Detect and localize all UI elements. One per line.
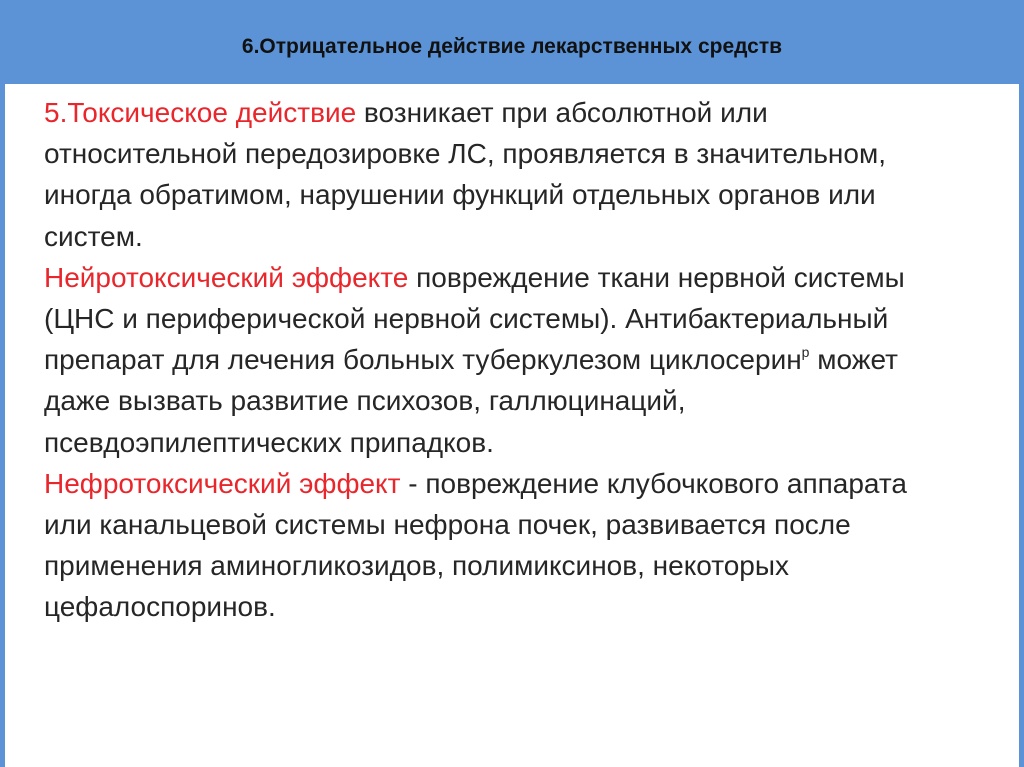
superscript-mark: р: [801, 343, 810, 360]
neurotoxic-effect-text-continued: может даже вызвать развитие психозов, галлюцинаций, псевдоэпилептических припадков.: [44, 344, 898, 458]
slide-title: 6.Отрицательное действие лекарственных средств: [241, 35, 783, 58]
neurotoxic-effect-text: повреждение ткани нервной системы (ЦНС и периферической нервной системы). Антибактериальный препарат для лечения больных туберкулезом циклосерин: [44, 261, 905, 376]
term-neurotoxic-effect: Нейротоксический эффекте: [44, 261, 409, 293]
paragraph-nephrotoxic-effect: [44, 463, 944, 628]
toxic-action-text: возникает при абсолютной или относительной передозировке ЛС, проявляется в значительном, иногда обратимом, нарушении функций отдельных органов или систем.: [44, 97, 886, 252]
paragraph-toxic-action: [44, 92, 944, 257]
term-toxic-action: 5.Токсическое действие: [44, 97, 357, 128]
left-border: [0, 84, 5, 767]
slide-body: [44, 92, 944, 628]
nephrotoxic-effect-text: - повреждение клубочкового аппарата или канальцевой системы нефрона почек, развивается после применения аминогликозидов, полимиксинов, некоторых цефалоспоринов.: [44, 467, 907, 623]
term-nephrotoxic-effect: Нефротоксический эффект: [44, 467, 401, 499]
right-border: [1019, 84, 1024, 767]
paragraph-neurotoxic-effect: [44, 257, 944, 463]
